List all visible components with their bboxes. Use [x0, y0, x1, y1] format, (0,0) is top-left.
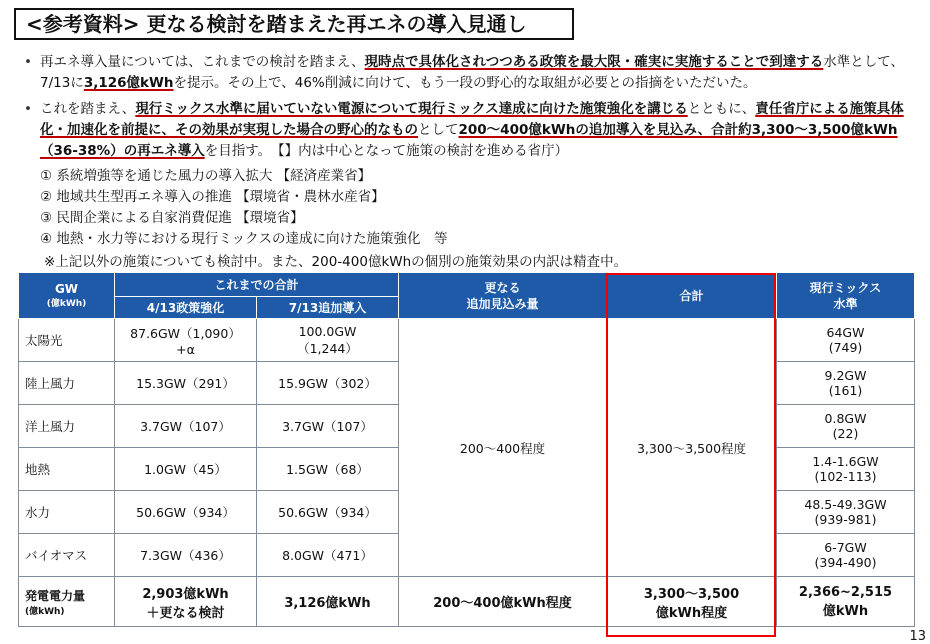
measure-item: ② 地域共生型再エネ導入の推進 【環境省・農林水産省】 — [40, 189, 385, 205]
renewables-table — [18, 272, 915, 627]
bullet-2 — [20, 99, 910, 162]
bullet-1-emphasis: 現時点で具体化されつつある政策を最大限・確実に実施することで到達する — [364, 54, 824, 70]
bullet-2-emphasis-a: 現行ミックス水準に届いていない電源について現行ミックス達成に向けた施策強化を講じる — [135, 101, 688, 117]
policy-cell: 3.7GW（107） — [115, 405, 257, 448]
row-label: 太陽光 — [19, 319, 115, 362]
further-cell: 200～400程度 — [399, 319, 607, 577]
policy-cell: 87.6GW（1,090） +α — [115, 319, 257, 362]
total-further-cell: 200～400億kWh程度 — [399, 577, 607, 627]
page-number: 13 — [909, 629, 926, 644]
row-label: 陸上風力 — [19, 362, 115, 405]
row-label: バイオマス — [19, 534, 115, 577]
added-cell: 3.7GW（107） — [257, 405, 399, 448]
policy-cell: 1.0GW（45） — [115, 448, 257, 491]
added-cell: 15.9GW（302） — [257, 362, 399, 405]
policy-header: 4/13政策強化 — [115, 297, 257, 319]
unit-header-gw: GW — [54, 282, 79, 296]
mix-cell: 1.4-1.6GW (102-113) — [777, 448, 915, 491]
total-added-cell: 3,126億kWh — [257, 577, 399, 627]
added-header: 7/13追加導入 — [257, 297, 399, 319]
bullet-list — [20, 52, 910, 162]
row-label: 洋上風力 — [19, 405, 115, 448]
measure-item: ③ 民間企業による自家消費促進 【環境省】 — [40, 210, 304, 226]
further-header: 更なる 追加見込み量 — [399, 273, 607, 319]
total-total-cell: 3,300～3,500 億kWh程度 — [607, 577, 777, 627]
bullet-2-text-d: を目指す。 【】内は中心となって施策の検討を進める省庁） — [204, 143, 569, 159]
added-cell: 8.0GW（471） — [257, 534, 399, 577]
group-header: これまでの合計 — [115, 273, 399, 297]
total-row-label — [19, 577, 115, 627]
bullet-1-value: 3,126億kWh — [83, 75, 174, 91]
mix-cell: 64GW (749) — [777, 319, 915, 362]
bullet-2-emphasis-b: 責任省庁による施策具体化・加速化を前提に、その効果が実現した場合の野心的なもの — [40, 101, 904, 138]
page-title: <参考資料> 更なる検討を踏まえた再エネの導入見通し — [14, 8, 574, 40]
bullet-1 — [20, 52, 910, 94]
added-cell: 1.5GW（68） — [257, 448, 399, 491]
unit-header-kwh: (億kWh) — [46, 299, 87, 309]
bullet-1-text-a: 再エネ導入量については、これまでの検討を踏まえ、 — [40, 54, 365, 70]
mix-cell: 48.5-49.3GW (939-981) — [777, 491, 915, 534]
bullet-1-text-b: 水準として、7/13に — [40, 54, 905, 91]
row-label: 水力 — [19, 491, 115, 534]
total-row-name: 発電電力量 — [25, 588, 86, 603]
table-row — [19, 319, 915, 362]
policy-cell: 7.3GW（436） — [115, 534, 257, 577]
bullet-2-text-c: として — [418, 122, 459, 138]
unit-header — [19, 273, 115, 319]
mix-cell: 9.2GW (161) — [777, 362, 915, 405]
total-cell: 3,300～3,500程度 — [607, 319, 777, 577]
added-cell: 100.0GW （1,244） — [257, 319, 399, 362]
measure-item: ④ 地熱・水力等における現行ミックスの達成に向けた施策強化 等 — [40, 231, 448, 247]
added-cell: 50.6GW（934） — [257, 491, 399, 534]
policy-cell: 15.3GW（291） — [115, 362, 257, 405]
mix-header: 現行ミックス 水準 — [777, 273, 915, 319]
bullet-2-text-b: とともに、 — [687, 101, 756, 117]
policy-cell: 50.6GW（934） — [115, 491, 257, 534]
measure-list — [40, 166, 448, 250]
measure-item: ① 系統増強等を通じた風力の導入拡大 【経済産業省】 — [40, 168, 372, 184]
total-mix-cell: 2,366~2,515 億kWh — [777, 577, 915, 627]
total-policy-cell: 2,903億kWh ＋更なる検討 — [115, 577, 257, 627]
bullet-2-emphasis-c: 200～400億kWhの追加導入を見込み、合計約3,300～3,500億kWh（36-38%）の再エネ導入 — [40, 122, 898, 159]
bullet-1-text-c: を提示。その上で、46%削減に向けて、もう一段の野心的な取組が必要との指摘をいただいた。 — [173, 75, 757, 91]
mix-cell: 0.8GW (22) — [777, 405, 915, 448]
total-header: 合計 — [607, 273, 777, 319]
mix-cell: 6-7GW (394-490) — [777, 534, 915, 577]
note-text: ※上記以外の施策についても検討中。また、200-400億kWhの個別の施策効果の内訳は精査中。 — [44, 254, 628, 270]
total-row — [19, 577, 915, 627]
bullet-2-text-a: これを踏まえ、 — [40, 101, 136, 117]
row-label: 地熱 — [19, 448, 115, 491]
total-row-unit: (億kWh) — [25, 606, 65, 617]
